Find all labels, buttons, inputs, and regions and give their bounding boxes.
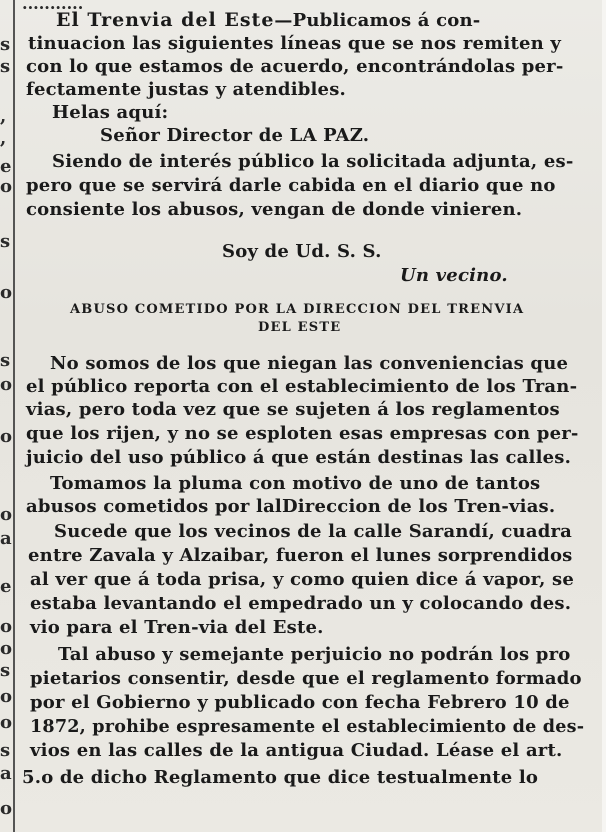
gutter-letter: a [0,528,12,549]
article-line: —Publicamos á con- [274,10,481,31]
page-right-margin [602,0,606,832]
article-line: fectamente justas y atendibles. [26,79,347,100]
article-line: con lo que estamos de acuerdo, encontrándolas per- [26,56,564,77]
gutter-letter: s [0,56,11,77]
article-line: Tomamos la pluma con motivo de uno de tantos [50,473,541,494]
left-column-edge [0,0,12,832]
article-line: Sucede que los vecinos de la calle Sarandí, cuadra [54,521,573,542]
gutter-letter: o [0,686,13,707]
article-signature: Un vecino. [400,265,508,286]
gutter-letter: , [0,128,7,149]
gutter-letter: o [0,638,13,659]
column-divider [13,0,15,832]
article-line: que los rijen, y no se esploten esas empresas con per- [26,423,579,444]
article-line: vias, pero toda vez que se sujeten á los reglamentos [26,399,560,420]
article-line: vios en las calles de la antigua Ciudad. Léase el art. [30,740,563,761]
article-line: 5.o de dicho Reglamento que dice testualmente lo [22,767,539,788]
article-line: entre Zavala y Alzaibar, fueron el lunes sorprendidos [28,545,573,566]
article-line: tinuacion las siguientes líneas que se nos remiten y [28,33,562,54]
gutter-letter: o [0,426,13,447]
gutter-letter: s [0,231,11,252]
article-line: Tal abuso y semejante perjuicio no podrán los pro [58,644,571,665]
article-subheadline: ABUSO COMETIDO POR LA DIRECCION DEL TRENVIA [70,302,525,317]
cut-off-top-line: ........... [22,0,84,13]
article-line: 1872, prohibe espresamente el establecimiento de des- [30,716,585,737]
gutter-letter: s [0,660,11,681]
gutter-letter: , [0,106,7,127]
article-line: pietarios consentir, desde que el reglamento formado [30,668,582,689]
gutter-letter: o [0,504,13,525]
gutter-letter: o [0,374,13,395]
article-line: consiente los abusos, vengan de donde vinieren. [26,199,523,220]
article-line: Señor Director de LA PAZ. [100,125,370,146]
article-headline: El Trenvia del Este [56,9,275,31]
article-line: por el Gobierno y publicado con fecha Febrero 10 de [30,692,570,713]
gutter-letter: s [0,740,11,761]
article-line: el público reporta con el establecimiento de los Tran- [26,376,578,397]
gutter-letter: s [0,34,11,55]
article-line: pero que se servirá darle cabida en el diario que no [26,175,556,196]
gutter-letter: o [0,712,13,733]
article-line: No somos de los que niegan las conveniencias que [50,353,569,374]
gutter-letter: e [0,156,12,177]
gutter-letter: o [0,798,13,819]
gutter-letter: o [0,616,13,637]
article-subheadline-cont: DEL ESTE [258,320,342,335]
gutter-letter: o [0,176,13,197]
article-line: Siendo de interés público la solicitada adjunta, es- [52,151,574,172]
article-line: vio para el Tren-via del Este. [30,617,324,638]
article-line: estaba levantando el empedrado un y colocando des. [30,593,572,614]
gutter-letter: s [0,350,11,371]
gutter-letter: o [0,282,13,303]
article-signoff: Soy de Ud. S. S. [222,241,382,262]
article-line: al ver que á toda prisa, y como quien dice á vapor, se [30,569,574,590]
article-line: juicio del uso público á que están destinas las calles. [26,447,572,468]
gutter-letter: a [0,763,12,784]
article-first-line [56,10,480,31]
article-line: abusos cometidos por lalDireccion de los Tren-vias. [26,496,556,517]
gutter-letter: e [0,576,12,597]
article-line: Helas aquí: [52,102,169,123]
